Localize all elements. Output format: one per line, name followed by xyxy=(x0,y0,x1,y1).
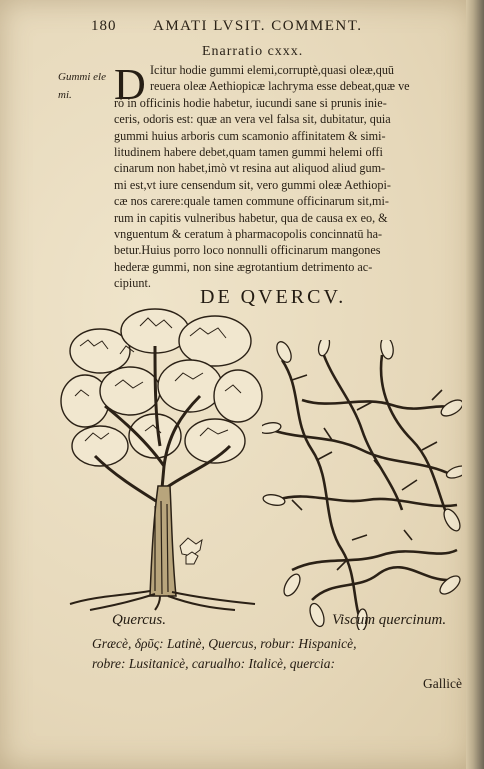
margin-note-line: mi. xyxy=(58,89,72,101)
mistletoe-woodcut xyxy=(262,340,462,630)
caption-viscum: Viscum quercinum. xyxy=(332,612,447,628)
text-line: litudinem habere debet,quam tamen gummi helemi offi xyxy=(114,145,383,160)
text-line: Icitur hodie gummi elemi,corruptè,quasi oleæ,quū xyxy=(150,63,395,77)
text-line: hederæ gummi, non sine ægrotantium detrimento ac- xyxy=(114,259,373,274)
text-line: reuera oleæ Aethiopicæ lachryma esse debeat,quæ ve xyxy=(150,79,410,94)
text-line: betur.Huius porro loco nonnulli officinarum mangones xyxy=(114,243,381,258)
text-line: ceris, odoris est: quæ an vera vel falsa sit, dubitatur, quia xyxy=(114,112,391,127)
caption-quercus: Quercus. xyxy=(112,612,167,628)
names-line: robre: Lusitanicè, carualho: Italicè, quercia: xyxy=(92,656,335,671)
names-catchword: Gallicè xyxy=(423,676,462,691)
book-gutter xyxy=(466,0,484,769)
section-heading: DE QVERCV. xyxy=(200,286,347,308)
margin-note xyxy=(58,68,116,104)
oak-tree-woodcut xyxy=(60,306,265,611)
margin-note-line: Gummi ele xyxy=(58,71,106,83)
commentary-paragraph xyxy=(114,62,452,292)
text-line: vnguentum & ceratum à pharmacopolis concinnatū ha- xyxy=(114,227,383,242)
running-header xyxy=(91,18,431,40)
text-line: rò in officinis hodie habetur, iucundi sane si prunis inie- xyxy=(114,95,387,110)
running-title: AMATI LVSIT. COMMENT. xyxy=(153,18,363,34)
names-line: Græcè, δρῦς: Latinè, Quercus, robur: Hispanicè, xyxy=(92,636,357,651)
text-line: cipiunt. xyxy=(114,276,151,291)
vernacular-names xyxy=(92,634,462,694)
page-number: 180 xyxy=(91,18,117,34)
text-line: rum in capitis vulneribus habetur, qua de causa ex eo, & xyxy=(114,210,388,225)
text-line: cinarum non habet,imò vt resina aut aliquod aliud gum- xyxy=(114,161,386,176)
drop-cap: D xyxy=(114,60,146,109)
text-line: cæ nos carere:quale tamen commune officinarum sit,mi- xyxy=(114,194,389,209)
text-line: gummi huius arboris cum scamonio affinitatem & simi- xyxy=(114,128,386,143)
text-line: mi est,vt iure censendum sit, vero gummi oleæ Aethiopi- xyxy=(114,177,391,192)
enarratio-label: Enarratio cxxx. xyxy=(202,44,304,59)
